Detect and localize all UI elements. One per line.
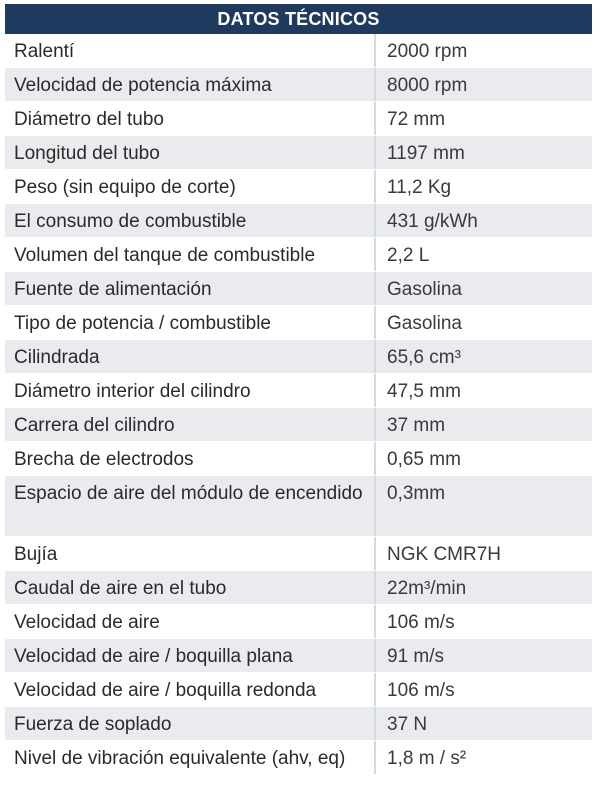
table-row	[5, 34, 592, 68]
spec-value: 37 mm	[387, 415, 446, 436]
spec-value: 65,6 cm³	[387, 347, 461, 368]
spec-value: 431 g/kWh	[387, 211, 478, 232]
table-row	[5, 537, 592, 571]
table-body	[5, 34, 592, 775]
spec-label: Brecha de electrodos	[5, 442, 376, 475]
spec-label: Diámetro del tubo	[5, 102, 376, 135]
spec-label: Carrera del cilindro	[5, 408, 376, 441]
spec-label: Nivel de vibración equivalente (ahv, eq)	[5, 741, 376, 774]
table-row	[5, 476, 592, 537]
spec-value: 0,3mm	[387, 483, 446, 504]
table-row	[5, 707, 592, 741]
spec-label: Velocidad de potencia máxima	[5, 68, 376, 101]
table-row	[5, 68, 592, 102]
table-header: DATOS TÉCNICOS	[5, 4, 592, 34]
spec-value: 8000 rpm	[387, 75, 468, 96]
spec-label: Velocidad de aire / boquilla redonda	[5, 673, 376, 706]
spec-label: Cilindrada	[5, 340, 376, 373]
spec-label: Bujía	[5, 537, 376, 570]
table-row	[5, 605, 592, 639]
spec-value: 106 m/s	[387, 680, 455, 701]
spec-label: Caudal de aire en el tubo	[5, 571, 376, 604]
spec-label: Tipo de potencia / combustible	[5, 306, 376, 339]
spec-label: Fuerza de soplado	[5, 707, 376, 740]
table-row	[5, 639, 592, 673]
spec-value: 1197 mm	[387, 143, 465, 164]
spec-label: Diámetro interior del cilindro	[5, 374, 376, 407]
spec-value: 72 mm	[387, 109, 446, 130]
table-row	[5, 306, 592, 340]
table-row	[5, 204, 592, 238]
table-row	[5, 571, 592, 605]
spec-value: 1,8 m / s²	[387, 748, 467, 769]
spec-label: Velocidad de aire	[5, 605, 376, 638]
table-row	[5, 374, 592, 408]
spec-label: Fuente de alimentación	[5, 272, 376, 305]
table-row	[5, 741, 592, 775]
spec-value: 47,5 mm	[387, 381, 461, 402]
spec-value: 37 N	[387, 714, 428, 735]
table-row	[5, 272, 592, 306]
spec-value: NGK CMR7H	[387, 544, 502, 565]
table-row	[5, 340, 592, 374]
spec-value: Gasolina	[387, 279, 462, 300]
table-row	[5, 408, 592, 442]
table-row	[5, 238, 592, 272]
table-row	[5, 102, 592, 136]
table-row	[5, 170, 592, 204]
spec-value: 2000 rpm	[387, 41, 468, 62]
spec-label: Ralentí	[5, 34, 376, 67]
spec-label: Espacio de aire del módulo de encendido	[5, 476, 376, 536]
spec-label: El consumo de combustible	[5, 204, 376, 237]
spec-value: Gasolina	[387, 313, 462, 334]
table-row	[5, 136, 592, 170]
spec-value: 0,65 mm	[387, 449, 461, 470]
spec-value: 2,2 L	[387, 245, 430, 266]
spec-label: Velocidad de aire / boquilla plana	[5, 639, 376, 672]
spec-label: Peso (sin equipo de corte)	[5, 170, 376, 203]
table-row	[5, 442, 592, 476]
spec-value: 91 m/s	[387, 646, 445, 667]
spec-value: 106 m/s	[387, 612, 455, 633]
spec-value: 11,2 Kg	[387, 177, 452, 198]
spec-label: Volumen del tanque de combustible	[5, 238, 376, 271]
specs-table	[5, 4, 592, 775]
spec-value: 22m³/min	[387, 578, 467, 599]
table-row	[5, 673, 592, 707]
spec-label: Longitud del tubo	[5, 136, 376, 169]
